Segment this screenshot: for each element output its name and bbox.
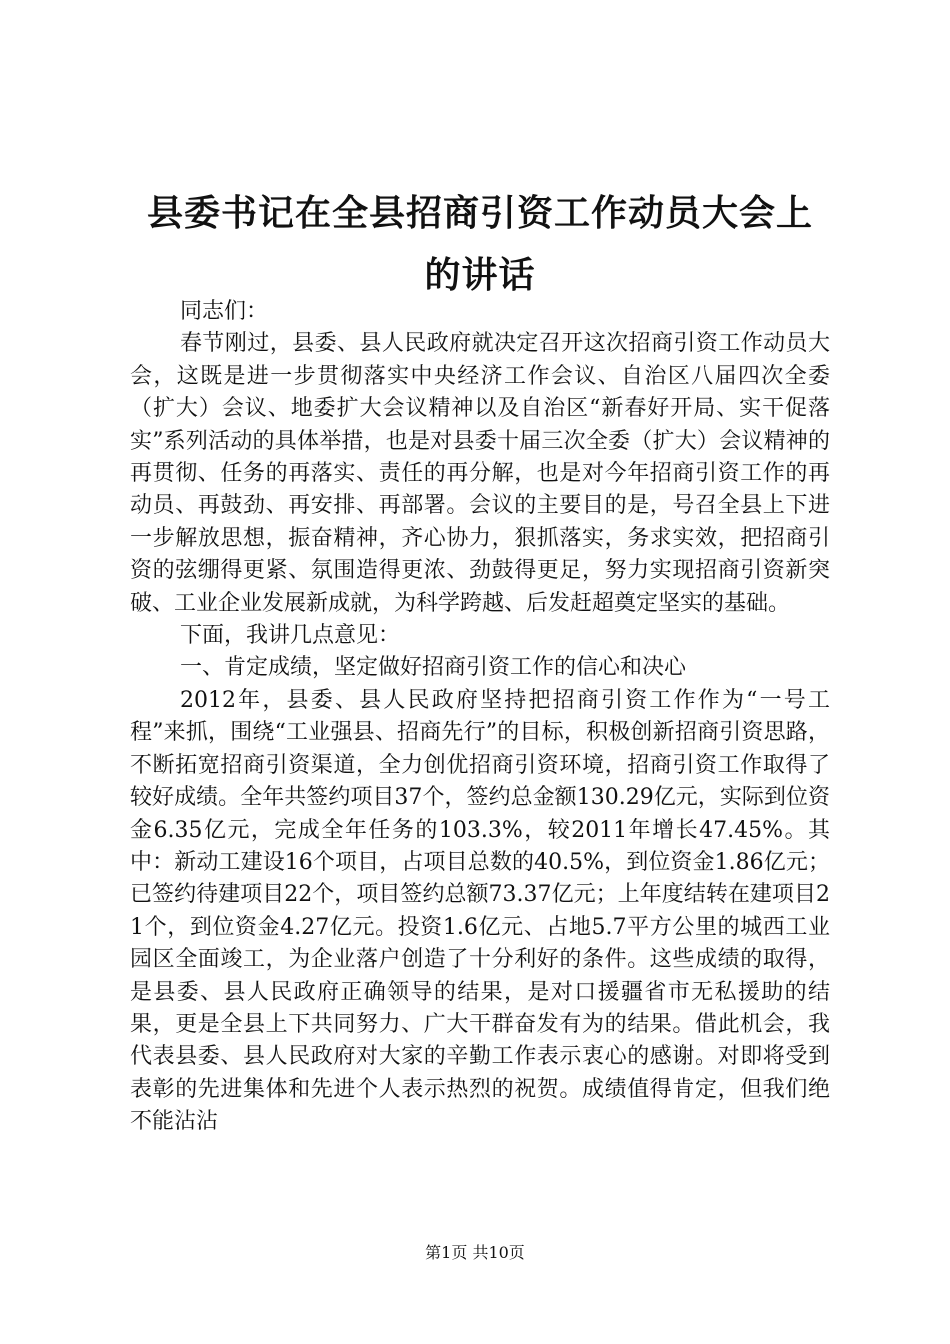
body-paragraph: 2012年，县委、县人民政府坚持把招商引资工作作为“一号工程”来抓，围绕“工业强县、招商先行”的目标，积极创新招商引资思路，不断拓宽招商引资渠道，全力创优招商引资环境，招商引资工作取得了较好成绩。全年共签约项目37个，签约总金额130.29亿元，实际到位资金6.35亿元，完成全年任务的103.3%，较2011年增长47.45%。其中：新动工建设16个项目，占项目总数的40.5%，到位资金1.86亿元；已签约待建项目22个，项目签约总额73.37亿元；上年度结转在建项目21个，到位资金4.27亿元。投资1.6亿元、占地5.7平方公里的城西工业园区全面竣工，为企业落户创造了十分利好的条件。这些成绩的取得，是县委、县人民政府正确领导的结果，是对口援疆省市无私援助的结果，更是全县上下共同努力、广大干群奋发有为的结果。借此机会，我代表县委、县人民政府对大家的辛勤工作表示衷心的感谢。对即将受到表彰的先进集体和先进个人表示热烈的祝贺。成绩值得肯定，但我们绝不能沾沾: [130, 687, 830, 1135]
page-footer: 第1页 共10页: [425, 1243, 525, 1262]
body-paragraph: 春节刚过，县委、县人民政府就决定召开这次招商引资工作动员大会，这既是进一步贯彻落实中央经济工作会议、自治区八届四次全委（扩大）会议、地委扩大会议精神以及自治区“新春好开局、实干促落实”系列活动的具体举措，也是对县委十届三次全委（扩大）会议精神的再贯彻、任务的再落实、责任的再分解，也是对今年招商引资工作的再动员、再鼓劲、再安排、再部署。会议的主要目的是，号召全县上下进一步解放思想，振奋精神，齐心协力，狠抓落实，务求实效，把招商引资的弦绷得更紧、氛围造得更浓、劲鼓得更足，努力实现招商引资新突破、工业企业发展新成就，为科学跨越、后发赶超奠定坚实的基础。: [130, 331, 830, 616]
document-title: 县委书记在全县招商引资工作动员大会上的讲话: [146, 192, 813, 296]
salutation-paragraph: 同志们：: [180, 299, 269, 324]
document-body: [130, 296, 830, 1139]
body-paragraph: 下面，我讲几点意见：: [180, 623, 401, 649]
section-heading: 一、肯定成绩，坚定做好招商引资工作的信心和决心: [180, 655, 687, 681]
